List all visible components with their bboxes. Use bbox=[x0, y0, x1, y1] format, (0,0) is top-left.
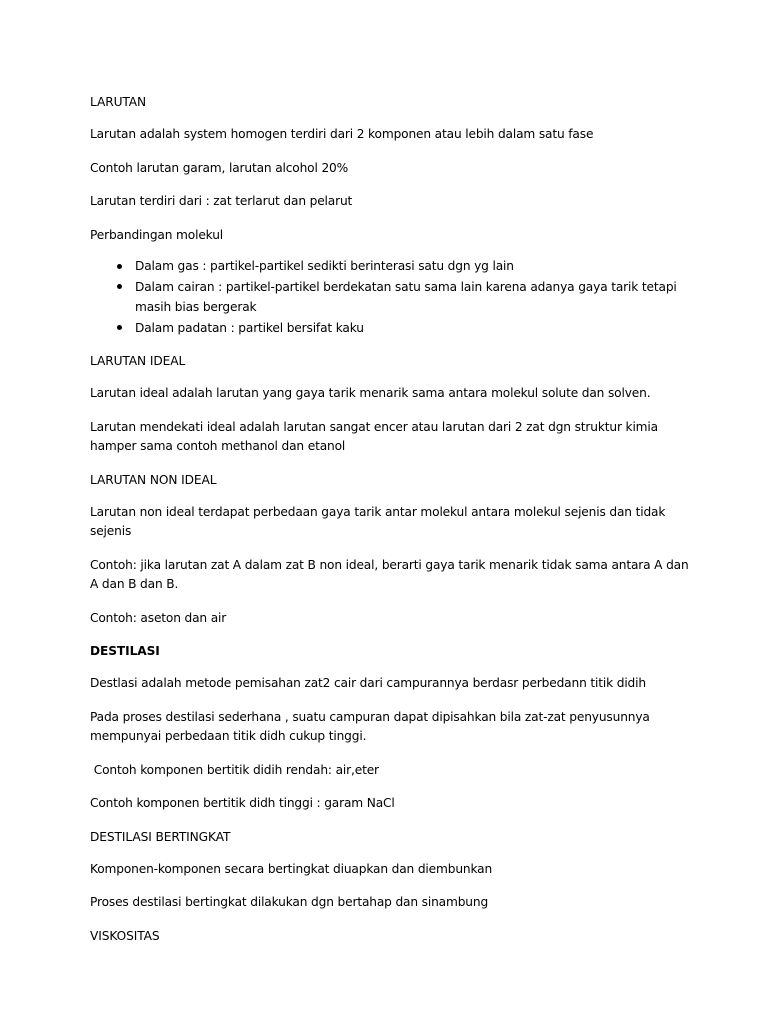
list-item-text: Dalam cairan : partikel-partikel berdekatan satu sama lain karena adanya gaya tarik tetapi masih bias bergerak bbox=[135, 279, 677, 314]
paragraph: Komponen-komponen secara bertingkat diuapkan dan diembunkan bbox=[90, 861, 493, 876]
heading-larutan-ideal: LARUTAN IDEAL bbox=[90, 354, 186, 368]
paragraph: Larutan mendekati ideal adalah larutan sangat encer atau larutan dari 2 zat dgn struktur kimia hamper sama contoh methanol dan etanol bbox=[90, 419, 658, 453]
heading-larutan-non-ideal: LARUTAN NON IDEAL bbox=[90, 472, 217, 487]
list-item-text: Dalam gas : partikel-partikel sedikti berinterasi satu dgn yg lain bbox=[135, 259, 514, 273]
list-item bbox=[90, 318, 690, 339]
bullet-icon bbox=[117, 325, 122, 330]
bullet-list bbox=[90, 256, 690, 338]
paragraph: Contoh: aseton dan air bbox=[90, 610, 227, 625]
bullet-icon bbox=[117, 264, 122, 269]
paragraph: Larutan adalah system homogen terdiri dari 2 komponen atau lebih dalam satu fase bbox=[90, 127, 594, 141]
paragraph: Perbandingan molekul bbox=[90, 227, 224, 242]
heading-viskositas: VISKOSITAS bbox=[90, 928, 160, 943]
paragraph: Larutan non ideal terdapat perbedaan gaya tarik antar molekul antara molekul sejenis dan tidak sejenis bbox=[90, 504, 666, 538]
heading-destilasi-bertingkat: DESTILASI BERTINGKAT bbox=[90, 829, 231, 844]
paragraph: Contoh larutan garam, larutan alcohol 20% bbox=[90, 160, 349, 175]
list-item bbox=[90, 277, 690, 318]
heading-larutan: LARUTAN bbox=[90, 95, 147, 109]
paragraph: Pada proses destilasi sederhana , suatu campuran dapat dipisahkan bila zat-zat penyusunnya mempunyai perbedaan titik didh cukup tinggi. bbox=[90, 709, 650, 743]
heading-destilasi: DESTILASI bbox=[90, 644, 160, 658]
bullet-icon bbox=[117, 284, 122, 289]
paragraph: Proses destilasi bertingkat dilakukan dgn bertahap dan sinambung bbox=[90, 895, 489, 909]
paragraph: Contoh: jika larutan zat A dalam zat B non ideal, berarti gaya tarik menarik tidak sama antara A dan A dan B dan B. bbox=[90, 557, 689, 591]
list-item bbox=[90, 256, 690, 277]
list-item-text: Dalam padatan : partikel bersifat kaku bbox=[135, 320, 364, 335]
paragraph: Contoh komponen bertitik didh tinggi : garam NaCl bbox=[90, 796, 395, 810]
paragraph: Larutan ideal adalah larutan yang gaya tarik menarik sama antara molekul solute dan solven. bbox=[90, 386, 651, 400]
paragraph: Contoh komponen bertitik didih rendah: air,eter bbox=[90, 762, 379, 777]
document-page bbox=[90, 93, 690, 959]
paragraph: Destlasi adalah metode pemisahan zat2 cair dari campurannya berdasr perbedann titik didih bbox=[90, 676, 646, 690]
paragraph: Larutan terdiri dari : zat terlarut dan pelarut bbox=[90, 194, 353, 208]
